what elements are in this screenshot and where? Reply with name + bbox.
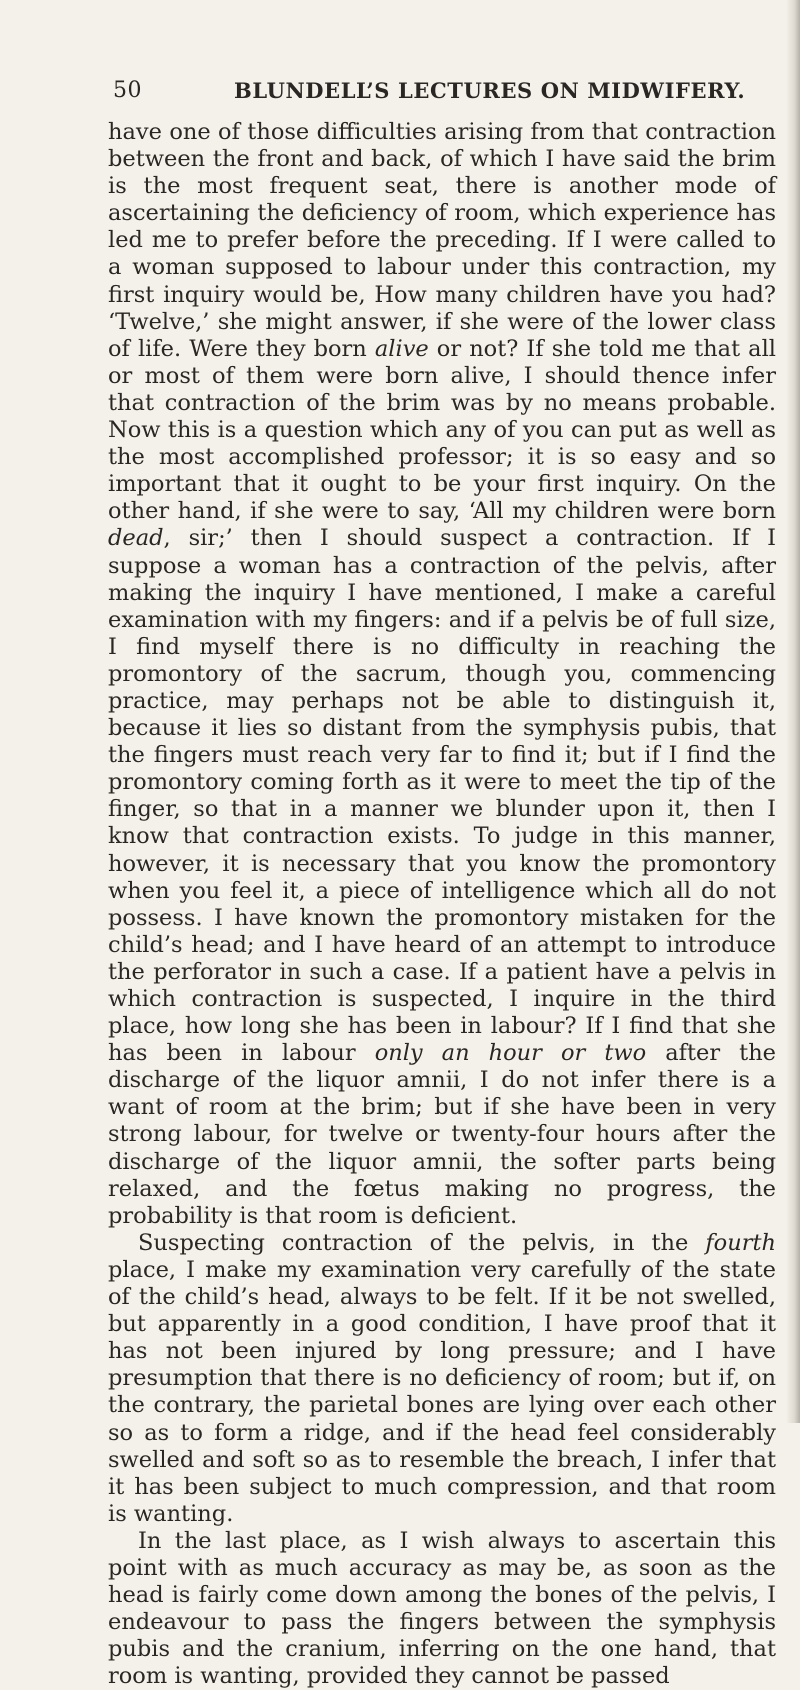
paragraph-3: In the last place, as I wish always to ascertain this point with as much accuracy as may be, as soon as the head is fairly come down among the bones of the pelvis, I endeavour to pass the fingers between the symphysis pubis and the cranium, inferring on the one hand, that room is wanting, provided they cannot be passed [108,1527,776,1690]
paragraph-2: Suspecting contraction of the pelvis, in the fourth place, I make my examination very carefully of the state of the child’s head, always to be felt. If it be not swelled, but apparently in a good condition, I have proof that it has not been injured by long pressure; and I have presumption that there is no deficiency of room; but if, on the contrary, the parietal bones are lying over each other so as to form a ridge, and if the head feel considerably swelled and soft so as to resemble the breach, I infer that it has been subject to much compression, and that room is wanting. [108,1229,776,1527]
italic-fourth: fourth [705,1229,776,1256]
italic-alive: alive [374,335,429,362]
italic-only-an-hour: only an hour or two [374,1040,647,1067]
paragraph-1: have one of those difficulties arising from that contraction between the front and back, of which I have said the brim is the most frequent seat, there is another mode of ascertaining the deficiency of room, which experience has led me to prefer before the preceding. If I were called to a woman supposed to labour under this contraction, my first inquiry would be, How many children have you had? ‘Twelve,’ she might answer, if she were of the lower class of life. Were they born alive or not? If she told me that all or most of them were born alive, I should thence infer that contraction of the brim was by no means probable. Now this is a question which any of you can put as well as the most accomplished professor; it is so easy and so important that it ought to be your first inquiry. On the other hand, if she were to say, ‘All my children were born dead, sir;’ then I should suspect a contraction. If I suppose a woman has a contraction of the pelvis, after making the inquiry I have mentioned, I make a careful examination with my fingers: and if a pelvis be of full size, I find myself there is no difficulty in reaching the promontory of the sacrum, though you, commencing practice, may perhaps not be able to distinguish it, because it lies so distant from the symphysis pubis, that the fingers must reach very far to find it; but if I find the promontory coming forth as it were to meet the tip of the finger, so that in a manner we blunder upon it, then I know that contraction exists. To judge in this manner, however, it is necessary that you know the promontory when you feel it, a piece of intelligence which all do not possess. I have known the promontory mistaken for the child’s head; and I have heard of an attempt to introduce the perforator in such a case. If a patient have a pelvis in which contraction is suspected, I inquire in the third place, how long she has been in labour? If I find that she has been in labour only an hour or two after the discharge of the liquor amnii, I do not infer there is a want of room at the brim; but if she have been in very strong labour, for twelve or twenty-four hours after the discharge of the liquor amnii, the softer parts being relaxed, and the fœtus making no progress, the probability is that room is deficient. [108,119,776,1229]
page-header [113,78,773,106]
page-edge-shadow [786,0,800,1423]
body-text [108,119,776,1690]
running-title: BLUNDELL’S LECTURES ON MIDWIFERY. [234,78,746,103]
page-number: 50 [113,78,142,103]
italic-dead: dead [108,525,164,552]
